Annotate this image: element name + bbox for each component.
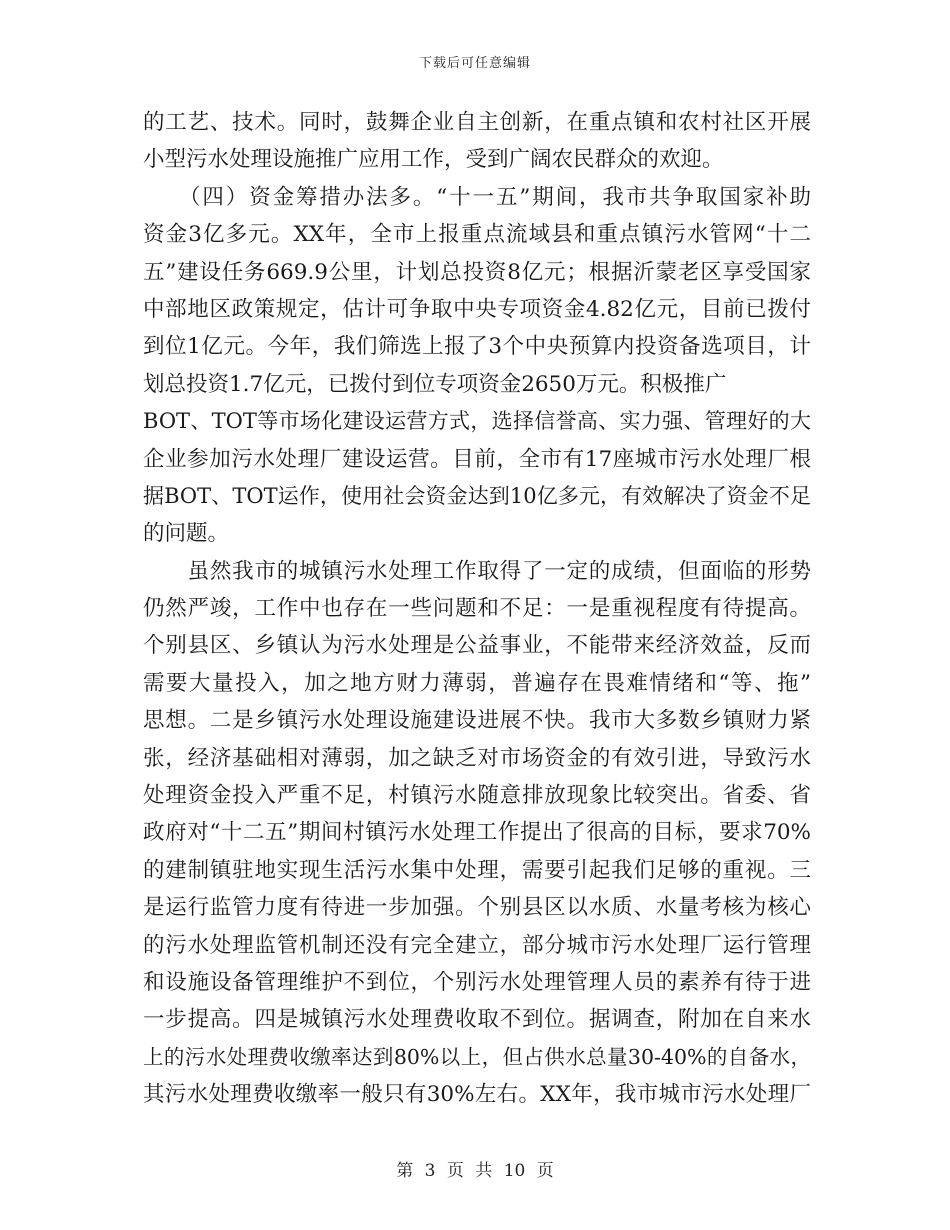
text-line: 需要大量投入，加之地方财力薄弱，普遍存在畏难情绪和“等、拖” [143, 670, 811, 696]
text-line: 是运行监管力度有待进一步加强。个别县区以水质、水量考核为核心 [143, 895, 811, 921]
text-line: 中部地区政策规定，估计可争取中央专项资金4.82亿元，目前已拨付 [143, 296, 811, 322]
text-line: 的工艺、技术。同时，鼓舞企业自主创新，在重点镇和农村社区开展 [143, 110, 811, 135]
text-line: 的建制镇驻地实现生活污水集中处理，需要引起我们足够的重视。三 [143, 857, 811, 883]
text-line: 上的污水处理费收缴率达到80%以上，但占供水总量30-40%的自备水， [143, 1044, 811, 1069]
text-line: 政府对“十二五”期间村镇污水处理工作提出了很高的目标，要求70% [143, 820, 811, 846]
text-line: 资金3亿多元。XX年，全市上报重点流域县和重点镇污水管网“十二 [143, 222, 811, 248]
text-line: 的问题。 [143, 521, 230, 547]
text-line: 虽然我市的城镇污水处理工作取得了一定的成绩，但面临的形势 [143, 558, 811, 584]
text-line: 一步提高。四是城镇污水处理费收取不到位。据调查，附加在自来水 [143, 1007, 811, 1033]
text-line: 的污水处理监管机制还没有完全建立，部分城市污水处理厂运行管理 [143, 932, 811, 958]
text-line: （四）资金筹措办法多。“十一五”期间，我市共争取国家补助 [143, 184, 811, 210]
page-number: 第 3 页 共 10 页 [396, 1161, 554, 1181]
text-line: 张，经济基础相对薄弱，加之缺乏对市场资金的有效引进，导致污水 [143, 745, 811, 771]
text-line: 仍然严竣，工作中也存在一些问题和不足：一是重视程度有待提高。 [143, 596, 811, 622]
text-line: 划总投资1.7亿元，已拨付到位专项资金2650万元。积极推广 [143, 371, 727, 397]
text-line: 企业参加污水处理厂建设运营。目前，全市有17座城市污水处理厂根 [143, 446, 811, 472]
text-line: 小型污水处理设施推广应用工作，受到广阔农民群众的欢迎。 [143, 147, 724, 173]
document-body [143, 104, 811, 1114]
text-line: BOT、TOT等市场化建设运营方式，选择信誉高、实力强、管理好的大 [143, 409, 811, 434]
page-header: 下载后可任意编辑 [418, 56, 531, 71]
text-line: 其污水处理费收缴率一般只有30%左右。XX年，我市城市污水处理厂 [143, 1082, 811, 1108]
text-line: 和设施设备管理维护不到位，个别污水处理管理人员的素养有待于进 [143, 969, 811, 995]
text-line: 据BOT、TOT运作，使用社会资金达到10亿多元，有效解决了资金不足 [143, 483, 811, 508]
text-line: 到位1亿元。今年，我们筛选上报了3个中央预算内投资备选项目，计 [143, 334, 811, 360]
text-line: 个别县区、乡镇认为污水处理是公益事业，不能带来经济效益，反而 [143, 633, 811, 659]
text-line: 五”建设任务669.9公里，计划总投资8亿元；根据沂蒙老区享受国家 [143, 259, 811, 285]
text-line: 处理资金投入严重不足，村镇污水随意排放现象比较突出。省委、省 [143, 783, 811, 809]
text-line: 思想。二是乡镇污水处理设施建设进展不快。我市大多数乡镇财力紧 [143, 708, 811, 734]
